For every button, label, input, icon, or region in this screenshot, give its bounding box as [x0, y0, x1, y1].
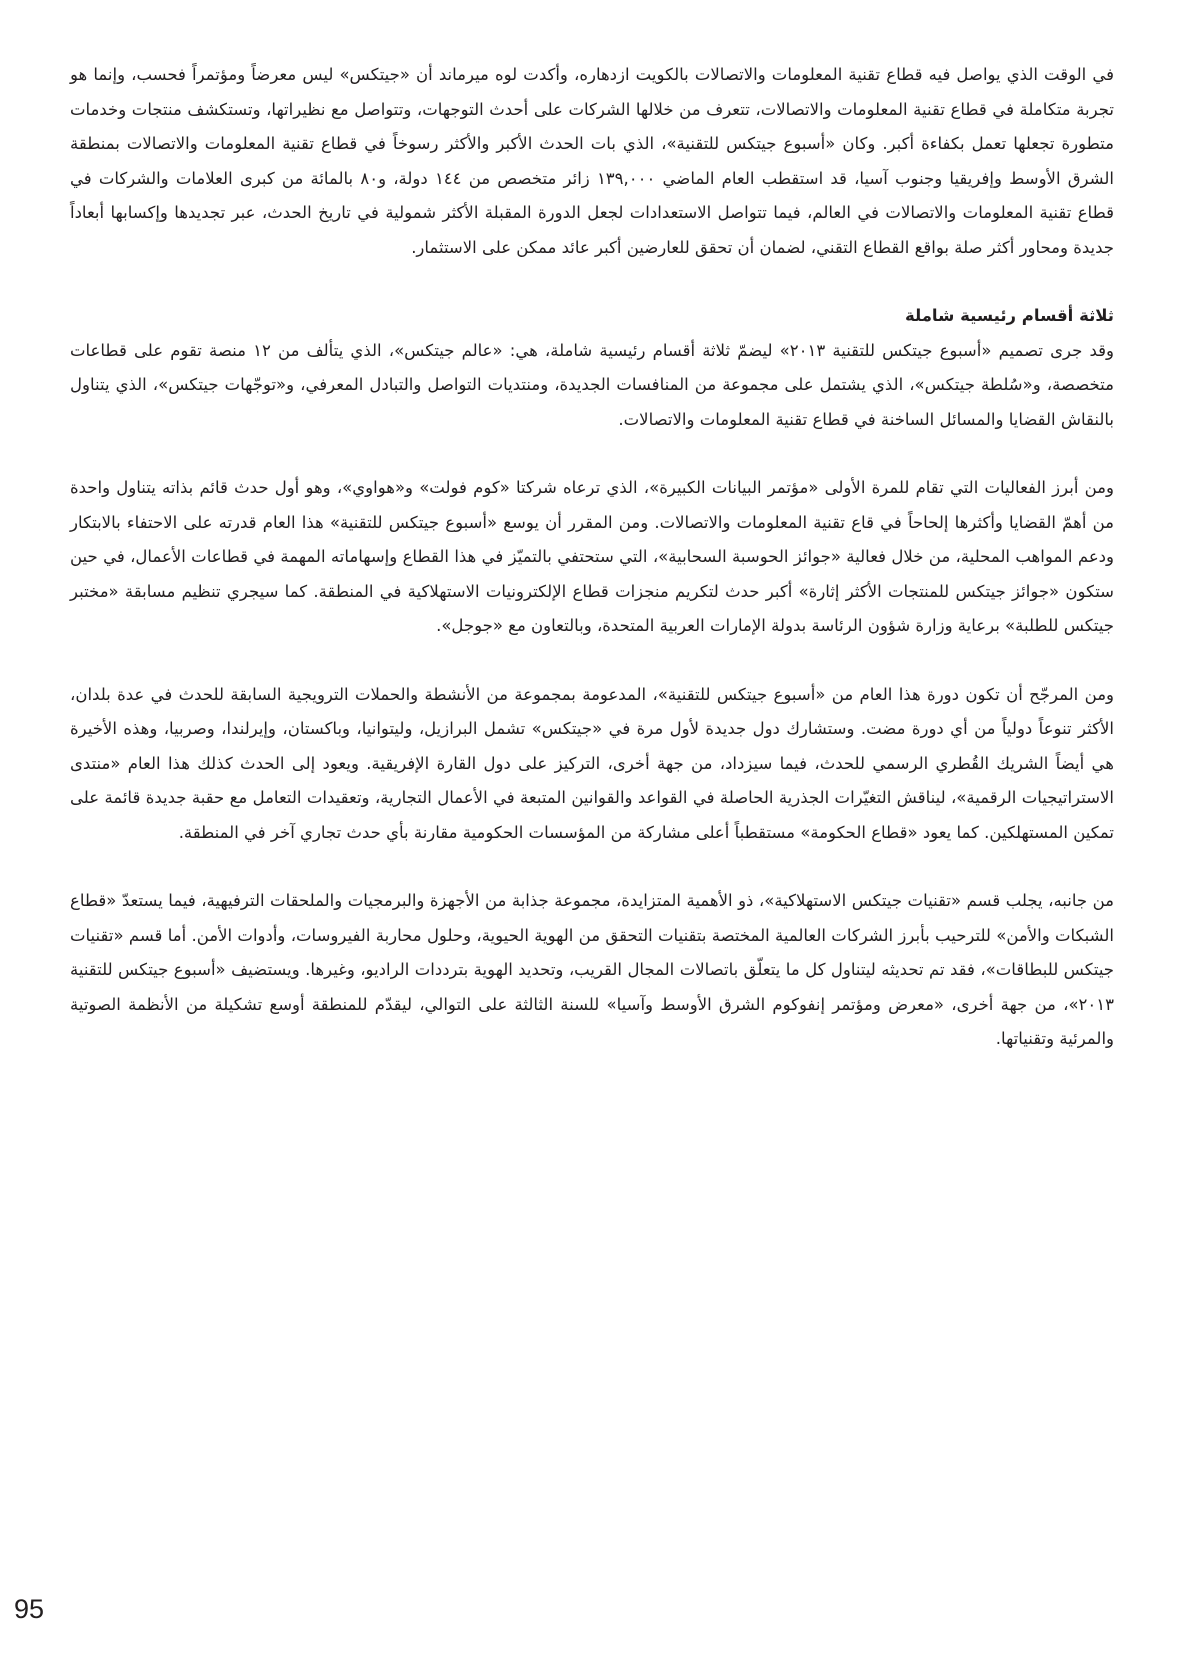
- article-body: [70, 58, 1114, 1057]
- paragraph-intro: في الوقت الذي يواصل فيه قطاع تقنية المعلومات والاتصالات بالكويت ازدهاره، وأكدت لوه ميرماند أن «جيتكس» ليس معرضاً ومؤتمراً فحسب، وإنما هو تجربة متكاملة في قطاع تقنية المعلومات والاتصالات، تتعرف من خلالها الشركات على أحدث التوجهات، وتتواصل مع نظيراتها، وتستكشف منتجات وخدمات متطورة تجعلها تعمل بكفاءة أكبر. وكان «أسبوع جيتكس للتقنية»، الذي بات الحدث الأكبر والأكثر رسوخاً في قطاع تقنية المعلومات والاتصالات بمنطقة الشرق الأوسط وإفريقيا وجنوب آسيا، قد استقطب العام الماضي ١٣٩,٠٠٠ زائر متخصص من ١٤٤ دولة، و٨٠ بالمائة من كبرى العلامات والشركات في قطاع تقنية المعلومات والاتصالات في العالم، فيما تتواصل الاستعدادات لجعل الدورة المقبلة الأكثر شمولية في تاريخ الحدث، عبر تجديدها وإكسابها أبعاداً جديدة ومحاور أكثر صلة بواقع القطاع التقني، لضمان أن تحقق للعارضين أكبر عائد ممكن على الاستثمار.: [70, 65, 1114, 257]
- section-heading: ثلاثة أقسام رئيسية شاملة: [904, 306, 1114, 325]
- paragraph-consumer-tech: من جانبه، يجلب قسم «تقنيات جيتكس الاستهلاكية»، ذو الأهمية المتزايدة، مجموعة جذابة من الأجهزة والبرمجيات والملحقات الترفيهية، فيما يستعدّ «قطاع الشبكات والأمن» للترحيب بأبرز الشركات العالمية المختصة بتقنيات التحقق من الهوية الحيوية، وحلول محاربة الفيروسات، وأدوات الأمن. أما قسم «تقنيات جيتكس للبطاقات»، فقد تم تحديثه ليتناول كل ما يتعلّق باتصالات المجال القريب، وتحديد الهوية بترددات الراديو، وغيرها. ويستضيف «أسبوع جيتكس للتقنية ٢٠١٣»، من جهة أخرى، «معرض ومؤتمر إنفوكوم الشرق الأوسط وآسيا» للسنة الثالثة على التوالي، ليقدّم للمنطقة أوسع تشكيلة من الأنظمة الصوتية والمرئية وتقنياتها.: [70, 891, 1114, 1048]
- paragraph-sections: وقد جرى تصميم «أسبوع جيتكس للتقنية ٢٠١٣» ليضمّ ثلاثة أقسام رئيسية شاملة، هي: «عالم جيتكس»، الذي يتألف من ١٢ منصة تقوم على قطاعات متخصصة، و«سُلطة جيتكس»، الذي يشتمل على مجموعة من المنافسات الجديدة، ومنتديات التواصل والتبادل المعرفي، و«توجّهات جيتكس»، الذي يتناول بالنقاش القضايا والمسائل الساخنة في قطاع تقنية المعلومات والاتصالات.: [70, 340, 1115, 429]
- page-number: 95: [14, 1594, 45, 1624]
- paragraph-events: ومن أبرز الفعاليات التي تقام للمرة الأولى «مؤتمر البيانات الكبيرة»، الذي ترعاه شركتا «كوم فولت» و«هواوي»، وهو أول حدث قائم بذاته يتناول واحدة من أهمّ القضايا وأكثرها إلحاحاً في قاع تقنية المعلومات والاتصالات. ومن المقرر أن يوسع «أسبوع جيتكس للتقنية» هذا العام قدرته على الاحتفاء بالابتكار ودعم المواهب المحلية، من خلال فعالية «جوائز الحوسبة السحابية»، التي ستحتفي بالتميّز في هذا القطاع وإسهاماته المهمة في قطاعات الأعمال، في حين ستكون «جوائز جيتكس للمنتجات الأكثر إثارة» أكبر حدث لتكريم منجزات قطاع الإلكترونيات الاستهلاكية في المنطقة. كما سيجري تنظيم مسابقة «مختبر جيتكس للطلبة» برعاية وزارة شؤون الرئاسة بدولة الإمارات العربية المتحدة، وبالتعاون مع «جوجل».: [70, 478, 1114, 635]
- paragraph-international: ومن المرجّح أن تكون دورة هذا العام من «أسبوع جيتكس للتقنية»، المدعومة بمجموعة من الأنشطة والحملات الترويجية السابقة للحدث في عدة بلدان، الأكثر تنوعاً دولياً من أي دورة مضت. وستشارك دول جديدة لأول مرة في «جيتكس» تشمل البرازيل، وليتوانيا، وباكستان، وإيرلندا، وصربيا، وهذه الأخيرة هي أيضاً الشريك القُطري الرسمي للحدث، فيما سيزداد، من جهة أخرى، التركيز على دول القارة الإفريقية. ويعود إلى الحدث كذلك هذا العام «منتدى الاستراتيجيات الرقمية»، ليناقش التغيّرات الجذرية الحاصلة في القواعد والقوانين المتبعة في الأعمال التجارية، وتعقيدات التعامل مع حقبة جديدة قائمة على تمكين المستهلكين. كما يعود «قطاع الحكومة» مستقطباً أعلى مشاركة من المؤسسات الحكومية مقارنة بأي حدث تجاري آخر في المنطقة.: [70, 684, 1114, 842]
